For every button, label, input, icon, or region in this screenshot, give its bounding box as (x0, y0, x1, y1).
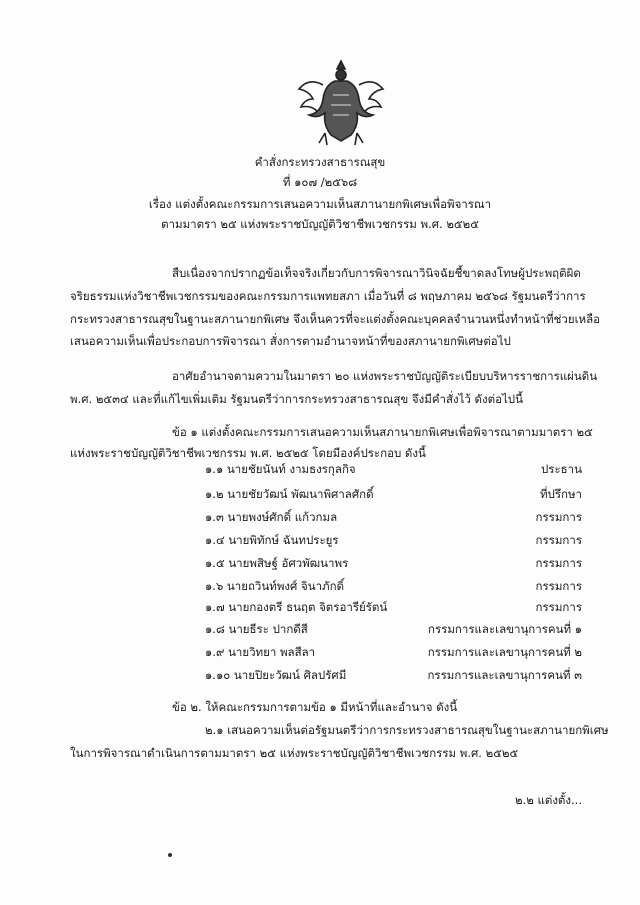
subject-line-2: ตามมาตรา ๒๕ แห่งพระราชบัญญัติวิชาชีพเวชกรรม พ.ศ. ๒๕๒๕ (161, 217, 479, 231)
member-role: กรรมการ (535, 600, 582, 614)
member-name: ๑.๕ นายพสิษฐ์ อัศวพัฒนาพร (205, 556, 349, 570)
scan-speck (168, 853, 172, 857)
member-role: กรรมการ (535, 556, 582, 570)
member-role: ที่ปรึกษา (539, 487, 582, 501)
member-name: ๑.๗ นายกองตรี ธนฤต จิตรอารีย์รัตน์ (205, 600, 388, 614)
paragraph-1-line: จริยธรรมแห่งวิชาชีพเวชกรรมของคณะกรรมการแพทยสภา เมื่อวันที่ ๘ พฤษภาคม ๒๕๖๘ รัฐมนตรีว่าการ (70, 289, 586, 303)
subject-line-1: เรื่อง แต่งตั้งคณะกรรมการเสนอความเห็นสภานายกพิเศษเพื่อพิจารณา (148, 197, 492, 211)
member-role: กรรมการและเลขานุการคนที่ ๒ (427, 645, 582, 659)
paragraph-2-line: พ.ศ. ๒๕๓๔ และที่แก้ไขเพิ่มเติม รัฐมนตรีว่าการกระทรวงสาธารณสุข จึงมีคำสั่งไว้ ดังต่อไปนี้ (70, 392, 523, 406)
member-name: ๑.๑๐ นายปิยะวัฒน์ ศิลปรัศมี (205, 668, 347, 682)
member-role: กรรมการและเลขานุการคนที่ ๑ (428, 622, 582, 636)
member-role: กรรมการและเลขานุการคนที่ ๓ (427, 668, 582, 682)
member-name: ๑.๘ นายธีระ ปากดีสี (205, 622, 308, 636)
clause-1-line: ข้อ ๑ แต่งตั้งคณะกรรมการเสนอความเห็นสภานายกพิเศษเพื่อพิจารณาตามมาตรา ๒๕ (172, 425, 593, 439)
garuda-emblem-icon (295, 55, 387, 150)
order-number: ที่ ๑๐๗ /๒๕๖๘ (282, 175, 358, 189)
member-role: ประธาน (541, 462, 582, 476)
paragraph-1-line: เสนอความเห็นเพื่อประกอบการพิจารณา สั่งการตามอำนาจหน้าที่ของสภานายกพิเศษต่อไป (70, 334, 511, 348)
member-name: ๑.๖ นายถวินท์พงศ์ จินาภักดิ์ (205, 579, 345, 593)
order-title: คำสั่งกระทรวงสาธารณสุข (254, 155, 386, 169)
paragraph-2-line: อาศัยอำนาจตามความในมาตรา ๒๐ แห่งพระราชบัญญัติระเบียบบริหารราชการแผ่นดิน (172, 369, 598, 383)
member-name: ๑.๑ นายชัยนันท์ งามธงรกุลกิจ (205, 462, 356, 476)
member-role: กรรมการ (535, 510, 582, 524)
member-name: ๑.๔ นายพิทักษ์ ฉันทประยูร (205, 533, 339, 547)
clause-2-1-line: ๒.๑ เสนอความเห็นต่อรัฐมนตรีว่าการกระทรวงสาธารณสุขในฐานะสภานายกพิเศษ (205, 723, 609, 737)
member-role: กรรมการ (535, 579, 582, 593)
member-role: กรรมการ (535, 533, 582, 547)
member-name: ๑.๓ นายพงษ์ศักดิ์ แก้วกมล (205, 510, 338, 524)
member-name: ๑.๙ นายวิทยา พลสีลา (205, 645, 316, 659)
paragraph-1-line: สืบเนื่องจากปรากฏข้อเท็จจริงเกี่ยวกับการพิจารณาวินิจฉัยชี้ขาดลงโทษผู้ประพฤติผิด (172, 266, 581, 280)
paragraph-1-line: กระทรวงสาธารณสุขในฐานะสภานายกพิเศษ จึงเห็นควรที่จะแต่งตั้งคณะบุคคลจำนวนหนึ่งทำหน้าที่ช่วยเหลือ (70, 312, 601, 326)
clause-1-line: แห่งพระราชบัญญัติวิชาชีพเวชกรรม พ.ศ. ๒๕๒๕ โดยมีองค์ประกอบ ดังนี้ (70, 446, 426, 460)
continuation-marker: ๒.๒ แต่งตั้ง... (514, 793, 582, 807)
clause-2-1-line: ในการพิจารณาดำเนินการตามมาตรา ๒๕ แห่งพระราชบัญญัติวิชาชีพเวชกรรม พ.ศ. ๒๕๒๕ (70, 746, 519, 760)
clause-2-heading: ข้อ ๒. ให้คณะกรรมการตามข้อ ๑ มีหน้าที่และอำนาจ ดังนี้ (172, 700, 458, 714)
member-name: ๑.๒ นายชัยวัฒน์ พัฒนาพิศาลศักดิ์ (205, 487, 374, 501)
